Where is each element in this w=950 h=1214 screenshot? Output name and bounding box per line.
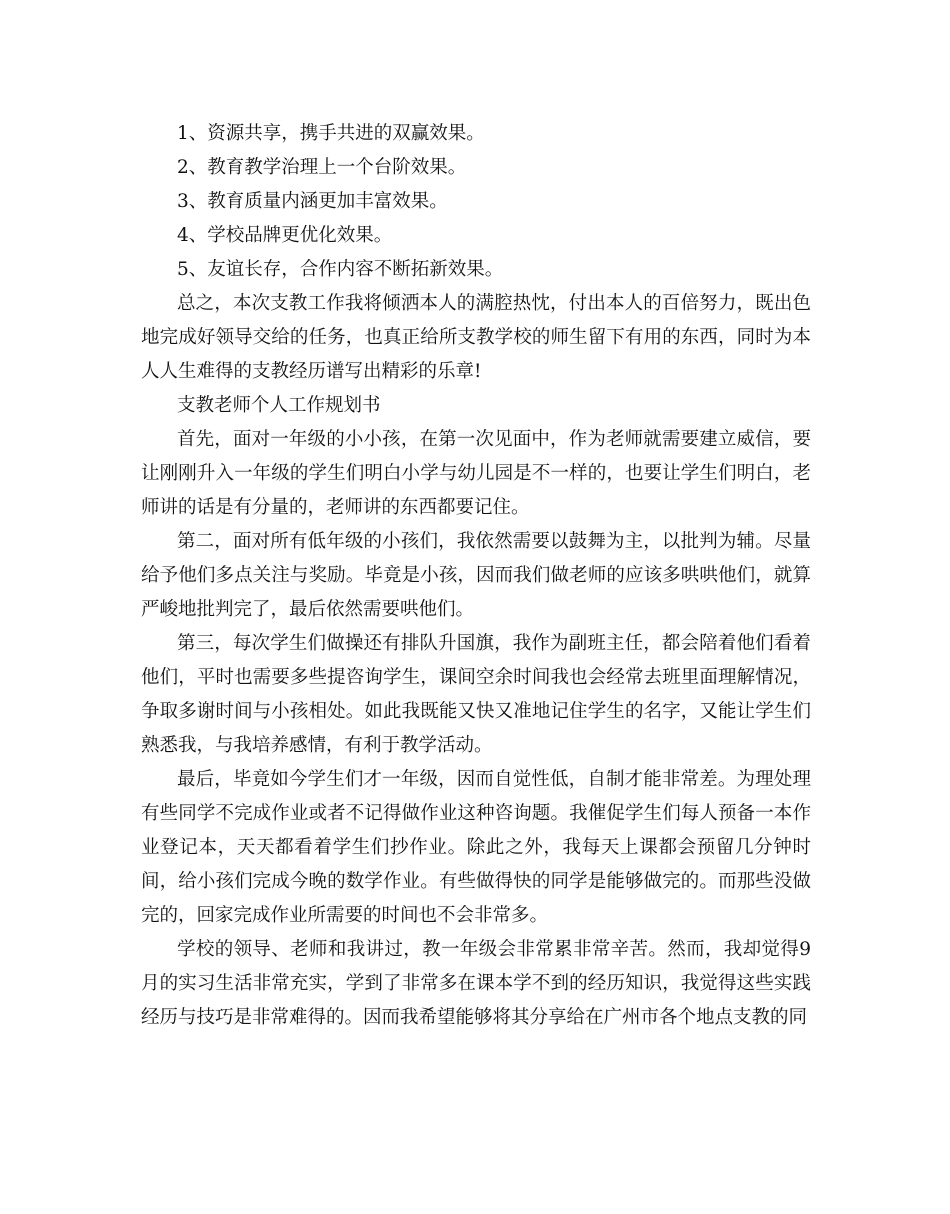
section-title: 支教老师个人工作规划书 (177, 395, 381, 416)
paragraph-second: 第二，面对所有低年级的小孩们，我依然需要以鼓舞为主，以批判为辅。尽量给予他们多点关注与奖励。毕竟是小孩，因而我们做老师的应该多哄哄他们，就算严峻地批判完了，最后依然需要哄他们。 (141, 531, 811, 620)
list-item-2: 2、教育教学治理上一个台阶效果。 (177, 157, 467, 178)
paragraph-first: 首先，面对一年级的小小孩，在第一次见面中，作为老师就需要建立威信，要让刚刚升入一年级的学生们明白小学与幼儿园是不一样的，也要让学生们明白，老师讲的话是有分量的，老师讲的东西都要记住。 (141, 429, 811, 518)
paragraph-last: 最后，毕竟如今学生们才一年级，因而自觉性低，自制才能非常差。为理处理有些同学不完成作业或者不记得做作业这种咨询题。我催促学生们每人预备一本作业登记本，天天都看着学生们抄作业。除此之外，我每天上课都会预留几分钟时间，给小孩们完成今晚的数学作业。有些做得快的同学是能够做完的。而那些没做完的，回家完成作业所需要的时间也不会非常多。 (141, 769, 811, 926)
summary-paragraph: 总之，本次支教工作我将倾洒本人的满腔热忱，付出本人的百倍努力，既出色地完成好领导交给的任务，也真正给所支教学校的师生留下有用的东西，同时为本人人生难得的支教经历谱写出精彩的乐章! (141, 293, 811, 382)
paragraph-reflection: 学校的领导、老师和我讲过，教一年级会非常累非常辛苦。然而，我却觉得9月的实习生活非常充实，学到了非常多在课本学不到的经历知识，我觉得这些实践经历与技巧是非常难得的。因而我希望能够将其分享给在广州市各个地点支教的同 (141, 939, 811, 1028)
list-item-4: 4、学校品牌更优化效果。 (177, 225, 393, 246)
list-item-1: 1、资源共享，携手共进的双赢效果。 (177, 123, 485, 144)
list-item-3: 3、教育质量内涵更加丰富效果。 (177, 191, 448, 212)
document-body (141, 117, 811, 1035)
paragraph-third: 第三，每次学生们做操还有排队升国旗，我作为副班主任，都会陪着他们看着他们，平时也需要多些提咨询学生，课间空余时间我也会经常去班里面理解情况，争取多谢时间与小孩相处。如此我既能又快又准地记住学生的名字，又能让学生们熟悉我，与我培养感情，有利于教学活动。 (141, 633, 811, 756)
list-item-5: 5、友谊长存，合作内容不断拓新效果。 (177, 259, 504, 280)
